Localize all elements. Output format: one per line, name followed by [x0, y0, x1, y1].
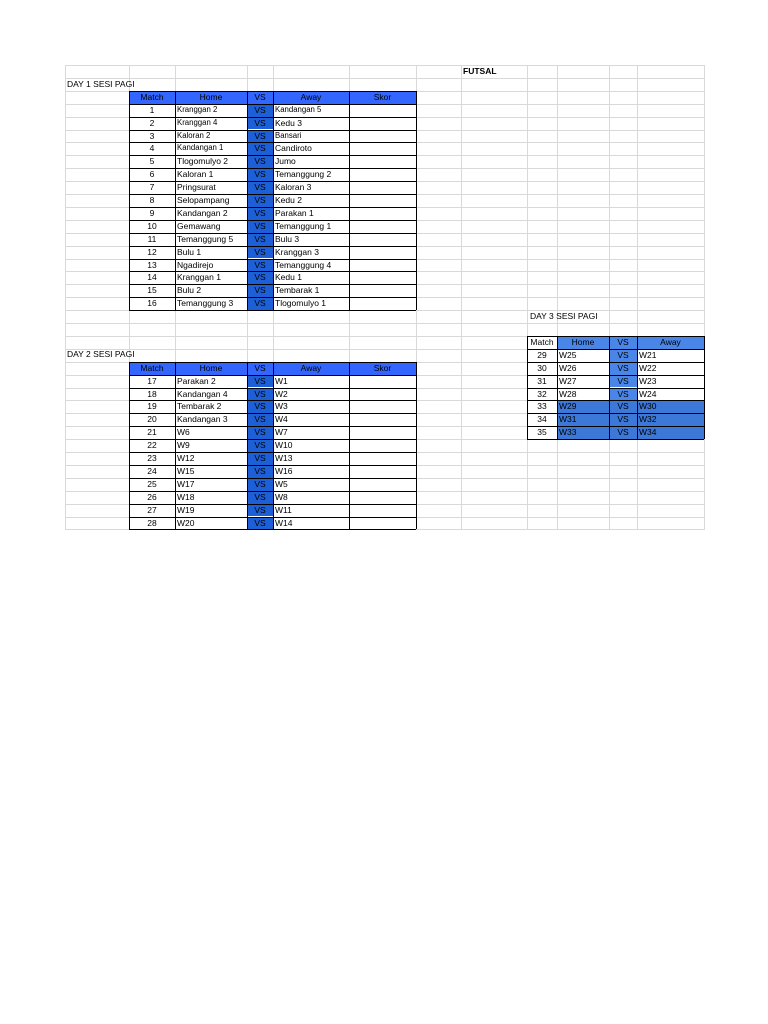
home-team: Kranggan 4: [177, 117, 218, 127]
grid-col-line: [65, 65, 66, 530]
home-team: Kaloran 1: [177, 169, 214, 180]
match-number: 1: [149, 104, 155, 115]
match-number: 20: [147, 414, 157, 425]
table-border-h: [527, 375, 704, 376]
vs-label: VS: [609, 426, 637, 439]
match-number: 17: [147, 375, 157, 386]
grid-col-line: [704, 65, 705, 530]
vs-label: VS: [247, 207, 273, 220]
score-cell: [349, 130, 416, 143]
table-border-v: [247, 91, 248, 310]
table-border-v: [273, 362, 274, 530]
score-cell: [349, 104, 416, 117]
sheet-title: FUTSAL: [463, 66, 497, 76]
away-team: W21: [639, 349, 657, 360]
match-number: 29: [537, 349, 547, 360]
table-border-v: [129, 91, 130, 310]
home-team: W18: [177, 491, 195, 502]
home-team: W31: [557, 413, 609, 426]
home-team: Temanggung 3: [177, 298, 234, 309]
home-team: Kandangan 1: [177, 143, 224, 153]
match-number: 34: [537, 414, 547, 425]
score-cell: [349, 155, 416, 168]
vs-label: VS: [609, 362, 637, 375]
score-cell: [349, 181, 416, 194]
day3-label: DAY 3 SESI PAGI: [530, 311, 598, 321]
match-number: 3: [149, 130, 155, 141]
score-cell: [349, 194, 416, 207]
header-score: Skor: [349, 362, 416, 375]
score-cell: [349, 465, 416, 478]
vs-label: VS: [247, 233, 273, 246]
score-cell: [349, 400, 416, 413]
day3-header-home: Home: [557, 336, 609, 349]
away-team: Kandangan 5: [275, 104, 322, 114]
home-team: Kandangan 4: [177, 388, 228, 399]
match-number: 31: [537, 375, 547, 386]
match-number: 27: [147, 504, 157, 515]
table-border-v: [349, 91, 350, 310]
vs-label: VS: [247, 426, 273, 439]
home-team: Ngadirejo: [177, 259, 214, 270]
vs-label: VS: [247, 259, 273, 272]
match-number: 4: [149, 143, 155, 154]
home-team: W20: [177, 517, 195, 528]
away-team: W24: [639, 388, 657, 399]
match-number: 2: [149, 117, 155, 128]
grid-col-line: [609, 65, 610, 530]
table-border-h: [527, 439, 704, 440]
vs-label: VS: [247, 439, 273, 452]
table-border-h: [129, 529, 416, 530]
home-team: W25: [559, 349, 577, 360]
away-team: Parakan 1: [275, 207, 314, 218]
table-border-v: [416, 362, 417, 530]
home-team: W19: [177, 504, 195, 515]
score-cell: [349, 439, 416, 452]
away-team: W3: [275, 401, 288, 412]
table-border-v: [273, 91, 274, 310]
score-cell: [349, 220, 416, 233]
vs-label: VS: [247, 491, 273, 504]
vs-label: VS: [247, 104, 273, 117]
vs-label: VS: [247, 400, 273, 413]
away-team: Jumo: [275, 156, 296, 167]
table-border-v: [527, 336, 528, 439]
table-border-h: [527, 349, 704, 350]
away-team: W4: [275, 414, 288, 425]
match-number: 33: [537, 401, 547, 412]
away-team: W22: [639, 362, 657, 373]
day3-header-away: Away: [637, 336, 704, 349]
table-border-h: [527, 388, 704, 389]
match-number: 15: [147, 285, 157, 296]
match-number: 22: [147, 440, 157, 451]
grid-col-line: [557, 65, 558, 530]
home-team: Kandangan 2: [177, 207, 228, 218]
match-number: 6: [149, 169, 155, 180]
match-number: 19: [147, 401, 157, 412]
home-team: Bulu 1: [177, 246, 202, 257]
header-home: Home: [175, 362, 247, 375]
grid-col-line: [461, 65, 462, 530]
match-number: 28: [147, 517, 157, 528]
score-cell: [349, 233, 416, 246]
table-border-v: [175, 362, 176, 530]
day2-label: DAY 2 SESI PAGI: [67, 349, 135, 359]
away-team: W11: [275, 504, 292, 515]
home-team: Bulu 2: [177, 285, 202, 296]
table-border-v: [175, 91, 176, 310]
day3-header-vs: VS: [609, 336, 637, 349]
home-team: Selopampang: [177, 195, 230, 205]
vs-label: VS: [247, 413, 273, 426]
score-cell: [349, 142, 416, 155]
table-border-v: [129, 362, 130, 530]
match-number: 21: [147, 427, 157, 438]
table-border-v: [349, 362, 350, 530]
vs-label: VS: [609, 400, 637, 413]
match-number: 35: [537, 427, 547, 438]
table-border-h: [129, 310, 416, 311]
away-team: W14: [275, 517, 293, 528]
score-cell: [349, 207, 416, 220]
vs-label: VS: [247, 155, 273, 168]
away-team: W30: [637, 400, 704, 413]
home-team: Kaloran 2: [177, 130, 211, 140]
home-team: W28: [559, 388, 577, 399]
match-number: 32: [537, 388, 547, 399]
home-team: Pringsurat: [177, 182, 216, 193]
match-number: 13: [147, 259, 157, 270]
home-team: Gemawang: [177, 220, 221, 231]
away-team: W7: [275, 427, 288, 438]
vs-label: VS: [247, 465, 273, 478]
home-team: Tlogomulyo 2: [177, 156, 229, 167]
table-border-v: [637, 336, 638, 439]
table-border-v: [416, 91, 417, 310]
vs-label: VS: [247, 130, 273, 143]
score-cell: [349, 452, 416, 465]
away-team: W23: [639, 375, 657, 386]
away-team: Temanggung 2: [275, 169, 332, 180]
away-team: Kedu 2: [275, 195, 302, 205]
score-cell: [349, 491, 416, 504]
score-cell: [349, 478, 416, 491]
away-team: W13: [275, 453, 293, 463]
home-team: Parakan 2: [177, 375, 216, 386]
match-number: 5: [149, 156, 155, 167]
table-border-h: [527, 336, 704, 337]
vs-label: VS: [609, 375, 637, 388]
away-team: Bansari: [275, 130, 302, 140]
table-border-v: [247, 362, 248, 530]
match-number: 23: [147, 453, 157, 463]
away-team: W5: [275, 478, 288, 489]
vs-label: VS: [247, 194, 273, 207]
home-team: W27: [559, 375, 577, 386]
vs-label: VS: [247, 504, 273, 517]
match-number: 7: [149, 182, 155, 193]
score-cell: [349, 375, 416, 388]
vs-label: VS: [247, 297, 273, 310]
match-number: 11: [147, 233, 157, 244]
match-number: 18: [147, 388, 157, 399]
day1-label: DAY 1 SESI PAGI: [67, 79, 135, 89]
score-cell: [349, 271, 416, 284]
header-vs: VS: [247, 91, 273, 104]
vs-label: VS: [247, 284, 273, 297]
score-cell: [349, 297, 416, 310]
home-team: W6: [177, 427, 190, 438]
vs-label: VS: [247, 181, 273, 194]
score-cell: [349, 413, 416, 426]
home-team: Kranggan 1: [177, 272, 221, 283]
away-team: W16: [275, 465, 293, 476]
header-away: Away: [273, 91, 349, 104]
vs-label: VS: [247, 168, 273, 181]
score-cell: [349, 246, 416, 259]
away-team: Kranggan 3: [275, 246, 319, 257]
away-team: Temanggung 1: [275, 220, 332, 231]
table-border-h: [527, 362, 704, 363]
away-team: W2: [275, 388, 288, 399]
score-cell: [349, 284, 416, 297]
vs-label: VS: [247, 271, 273, 284]
away-team: Kedu 1: [275, 272, 302, 283]
away-team: W32: [637, 413, 704, 426]
vs-label: VS: [247, 220, 273, 233]
match-number: 26: [147, 491, 157, 502]
away-team: Candiroto: [275, 143, 312, 154]
table-border-h: [527, 426, 704, 427]
away-team: Tlogomulyo 1: [275, 298, 327, 309]
match-number: 9: [149, 207, 155, 218]
away-team: Kaloran 3: [275, 182, 312, 193]
match-number: 24: [147, 465, 157, 476]
away-team: Bulu 3: [275, 233, 300, 244]
match-number: 30: [537, 362, 547, 373]
home-team: Tembarak 2: [177, 401, 222, 412]
home-team: W9: [177, 440, 190, 451]
home-team: W12: [177, 453, 195, 463]
home-team: W29: [557, 400, 609, 413]
home-team: Kranggan 2: [177, 104, 218, 114]
match-number: 25: [147, 478, 157, 489]
grid-col-line: [637, 65, 638, 530]
vs-label: VS: [247, 452, 273, 465]
match-number: 8: [149, 195, 155, 205]
score-cell: [349, 504, 416, 517]
vs-label: VS: [609, 349, 637, 362]
day3-header-match: Match: [530, 336, 554, 347]
vs-label: VS: [247, 246, 273, 259]
score-cell: [349, 259, 416, 272]
away-team: W1: [275, 375, 288, 386]
away-team: W34: [637, 426, 704, 439]
score-cell: [349, 426, 416, 439]
home-team: W33: [557, 426, 609, 439]
home-team: W15: [177, 465, 195, 476]
header-score: Skor: [349, 91, 416, 104]
header-match: Match: [129, 91, 175, 104]
vs-label: VS: [247, 117, 273, 130]
score-cell: [349, 388, 416, 401]
vs-label: VS: [247, 142, 273, 155]
grid-col-line: [527, 65, 528, 530]
vs-label: VS: [609, 413, 637, 426]
away-team: W10: [275, 440, 293, 451]
away-team: Tembarak 1: [275, 285, 320, 296]
home-team: W26: [559, 362, 577, 373]
score-cell: [349, 517, 416, 530]
table-border-h: [527, 413, 704, 414]
table-border-v: [704, 336, 705, 439]
away-team: Kedu 3: [275, 117, 302, 128]
table-border-h: [527, 400, 704, 401]
match-number: 14: [147, 272, 157, 283]
vs-label: VS: [247, 478, 273, 491]
score-cell: [349, 168, 416, 181]
vs-label: VS: [609, 388, 637, 401]
home-team: Temanggung 5: [177, 233, 234, 244]
home-team: W17: [177, 478, 195, 489]
table-border-v: [557, 336, 558, 439]
match-number: 10: [147, 220, 157, 231]
header-away: Away: [273, 362, 349, 375]
away-team: Temanggung 4: [275, 259, 332, 270]
vs-label: VS: [247, 375, 273, 388]
table-border-v: [609, 336, 610, 439]
header-vs: VS: [247, 362, 273, 375]
match-number: 12: [147, 246, 157, 257]
vs-label: VS: [247, 517, 273, 530]
away-team: W8: [275, 491, 288, 502]
header-match: Match: [129, 362, 175, 375]
header-home: Home: [175, 91, 247, 104]
home-team: Kandangan 3: [177, 414, 228, 425]
vs-label: VS: [247, 388, 273, 401]
match-number: 16: [147, 298, 157, 309]
score-cell: [349, 117, 416, 130]
